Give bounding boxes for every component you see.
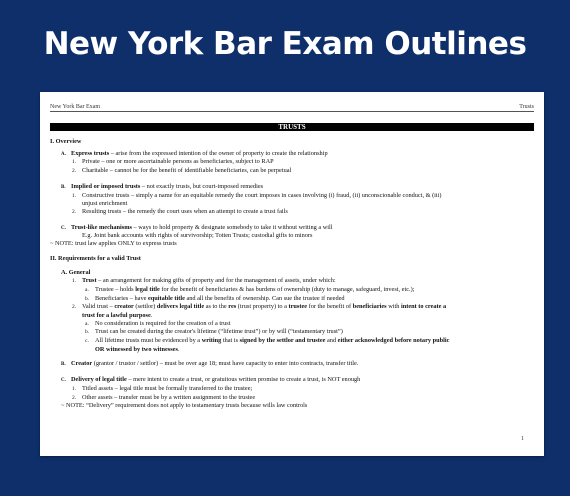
outline-item: 2. Other assets – transfer must be by a written assignment to the trustee bbox=[72, 393, 256, 401]
outline-item: a. Trustee – holds legal title for the benefit of beneficiaries & has burdens of ownership (duty to manage, safeguard, invest, etc.); bbox=[85, 285, 415, 293]
section-heading: I. Overview bbox=[50, 138, 82, 145]
header-right: Trusts bbox=[519, 104, 534, 110]
page-number: 1 bbox=[521, 436, 524, 442]
outline-item: c. All lifetime trusts must be evidenced by a writing that is signed by the settlor and trustee and either acknowledged before notary public bbox=[85, 337, 450, 345]
outline-content bbox=[50, 138, 534, 410]
outline-item: C. Delivery of legal title – mere intent to create a trust, or gratuitous written promise to create a trust, is NOT enough bbox=[61, 376, 361, 384]
outline-item: a. No consideration is required for the creation of a trust bbox=[85, 319, 231, 327]
outline-item-continued: OR witnessed by two witnesses. bbox=[95, 345, 180, 353]
outline-item-continued: trust for a lawful purpose. bbox=[82, 311, 153, 319]
outline-item: 1. Private – one or more ascertainable persons as beneficiaries, subject to RAP bbox=[72, 158, 274, 166]
outline-item: 2. Resulting trusts – the remedy the court uses when an attempt to create a trust fails bbox=[72, 207, 288, 215]
banner-title: New York Bar Exam Outlines bbox=[43, 26, 527, 62]
outline-item: C. Trust-like mechanisms – ways to hold property & designate somebody to take it without writing a will bbox=[61, 223, 333, 231]
document-title: TRUSTS bbox=[50, 123, 534, 131]
running-header bbox=[50, 104, 534, 112]
outline-item: 1. Constructive trusts – simply a name for an equitable remedy the court imposes in cases involving (i) fraud, (ii) unconscionable conduct, & (iii) bbox=[72, 191, 442, 199]
outline-item: 1. Titled assets – legal title must be formally transferred to the trustee; bbox=[72, 384, 253, 392]
subsection-heading: A. General bbox=[61, 269, 91, 277]
outline-item: B. Implied or imposed trusts – not exactly trusts, but court-imposed remedies bbox=[61, 182, 264, 190]
note-line: ~ NOTE: “Delivery” requirement does not apply to testamentary trusts because wills law controls bbox=[61, 402, 308, 410]
outline-item: 1. Trust – an arrangement for making gifts of property and for the management of assets, under which: bbox=[72, 277, 336, 285]
header-left: New York Bar Exam bbox=[50, 104, 100, 110]
document-page bbox=[40, 92, 544, 456]
outline-item: b. Trust can be created during the creator's lifetime (“lifetime trust”) or by will (“testamentary trust”) bbox=[85, 328, 343, 336]
outline-item: b. Beneficiaries – have equitable title and all the benefits of ownership. Can sue the trustee if needed bbox=[85, 294, 345, 302]
outline-item: A. Express trusts – arise from the expressed intention of the owner of property to create the relationship bbox=[61, 149, 328, 157]
note-line: ~ NOTE: trust law applies ONLY to express trusts bbox=[50, 240, 177, 248]
outline-item: B. Creator (grantor / trustor / settlor) – must be over age 18; must have capacity to enter into contracts, transfer title. bbox=[61, 360, 359, 368]
outline-item: 2. Charitable – cannot be for the benefit of identifiable beneficiaries, can be perpetual bbox=[72, 167, 292, 175]
example-line: E.g. Joint bank accounts with rights of survivorship; Totten Trusts; custodial gifts to minors bbox=[82, 232, 313, 240]
outline-item-continued: unjust enrichment bbox=[82, 200, 128, 208]
banner bbox=[0, 0, 570, 88]
section-heading: II. Requirements for a valid Trust bbox=[50, 254, 141, 262]
outline-item: 2. Valid trust – creator (settlor) delivers legal title as to the res (trust property) to a trustee for the benefit of beneficiaries with intent to create a bbox=[72, 303, 447, 311]
